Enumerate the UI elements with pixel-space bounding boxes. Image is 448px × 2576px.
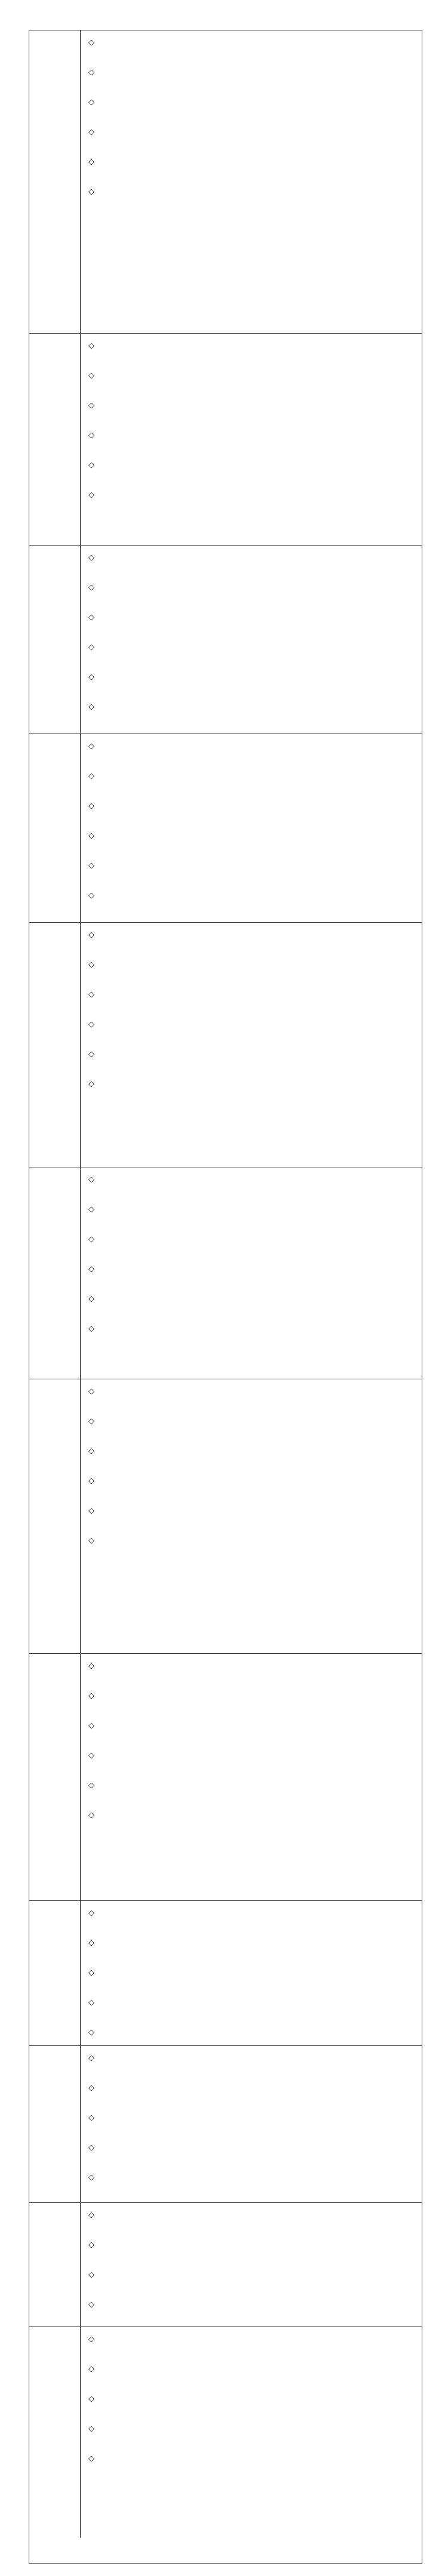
row-items	[81, 1167, 422, 1379]
list-item	[88, 1937, 416, 1963]
diamond-bullet-icon: ◇	[88, 1080, 94, 1089]
table-row	[29, 923, 422, 1167]
table-row	[29, 1379, 422, 1654]
table-row	[29, 2203, 422, 2327]
diamond-bullet-icon: ◇	[88, 1811, 94, 1820]
list-item	[88, 889, 416, 916]
list-item	[88, 1203, 416, 1230]
row-category	[29, 923, 81, 1167]
diamond-bullet-icon: ◇	[88, 1050, 94, 1059]
diamond-bullet-icon: ◇	[88, 930, 94, 939]
diamond-bullet-icon: ◇	[88, 802, 94, 811]
strategy-table	[29, 30, 422, 2564]
diamond-bullet-icon: ◇	[88, 2454, 94, 2463]
diamond-bullet-icon: ◇	[88, 1477, 94, 1486]
list-item	[88, 611, 416, 637]
table-row	[29, 734, 422, 923]
diamond-bullet-icon: ◇	[88, 2424, 94, 2433]
diamond-bullet-icon: ◇	[88, 2143, 94, 2152]
diamond-bullet-icon: ◇	[88, 2028, 94, 2037]
diamond-bullet-icon: ◇	[88, 960, 94, 969]
list-item	[88, 96, 416, 122]
list-item	[88, 2393, 416, 2419]
diamond-bullet-icon: ◇	[88, 891, 94, 900]
diamond-bullet-icon: ◇	[88, 1968, 94, 1977]
diamond-bullet-icon: ◇	[88, 371, 94, 380]
document-page	[29, 0, 422, 2576]
list-item	[88, 1996, 416, 2023]
box-title	[29, 0, 422, 27]
diamond-bullet-icon: ◇	[88, 1205, 94, 1214]
row-category	[29, 1901, 81, 2045]
diamond-bullet-icon: ◇	[88, 990, 94, 999]
list-item	[88, 1779, 416, 1805]
diamond-bullet-icon: ◇	[88, 613, 94, 622]
diamond-bullet-icon: ◇	[88, 2241, 94, 2250]
row-items	[81, 2046, 422, 2202]
list-item	[88, 2423, 416, 2449]
diamond-bullet-icon: ◇	[88, 2084, 94, 2093]
list-item	[88, 2112, 416, 2138]
list-item	[88, 1534, 416, 1561]
row-items	[81, 1901, 422, 2045]
table-row	[29, 30, 422, 334]
list-item	[88, 186, 416, 212]
list-item	[88, 1415, 416, 1441]
list-item	[88, 1749, 416, 1776]
list-item	[88, 489, 416, 515]
diamond-bullet-icon: ◇	[88, 1939, 94, 1948]
diamond-bullet-icon: ◇	[88, 702, 94, 711]
row-category	[29, 546, 81, 734]
row-items	[81, 2327, 422, 2538]
diamond-bullet-icon: ◇	[88, 673, 94, 682]
row-items	[81, 1654, 422, 1900]
list-item	[88, 671, 416, 697]
list-item	[88, 1690, 416, 1716]
list-item	[88, 959, 416, 985]
table-row	[29, 2327, 422, 2538]
row-category	[29, 1167, 81, 1379]
list-item	[88, 830, 416, 856]
list-item	[88, 1660, 416, 1686]
list-item	[88, 1293, 416, 1319]
diamond-bullet-icon: ◇	[88, 158, 94, 167]
diamond-bullet-icon: ◇	[88, 1387, 94, 1396]
row-category	[29, 734, 81, 922]
list-item	[88, 126, 416, 152]
list-item	[88, 1078, 416, 1104]
diamond-bullet-icon: ◇	[88, 2300, 94, 2309]
diamond-bullet-icon: ◇	[88, 1265, 94, 1274]
row-category	[29, 334, 81, 545]
list-item	[88, 641, 416, 667]
list-item	[88, 2052, 416, 2078]
diamond-bullet-icon: ◇	[88, 1536, 94, 1545]
list-item	[88, 2082, 416, 2108]
row-items	[81, 734, 422, 922]
list-item	[88, 800, 416, 826]
row-items	[81, 334, 422, 545]
diamond-bullet-icon: ◇	[88, 2270, 94, 2279]
table-row	[29, 1654, 422, 1901]
list-item	[88, 1967, 416, 1993]
list-item	[88, 2298, 416, 2325]
diamond-bullet-icon: ◇	[88, 491, 94, 500]
diamond-bullet-icon: ◇	[88, 2054, 94, 2063]
list-item	[88, 429, 416, 455]
row-items	[81, 546, 422, 734]
diamond-bullet-icon: ◇	[88, 1751, 94, 1760]
table-row	[29, 334, 422, 546]
diamond-bullet-icon: ◇	[88, 1175, 94, 1184]
list-item	[88, 1233, 416, 1259]
list-item	[88, 1263, 416, 1289]
list-item	[88, 1907, 416, 1933]
diamond-bullet-icon: ◇	[88, 643, 94, 652]
diamond-bullet-icon: ◇	[88, 1020, 94, 1029]
table-row	[29, 546, 422, 734]
diamond-bullet-icon: ◇	[88, 68, 94, 77]
diamond-bullet-icon: ◇	[88, 38, 94, 47]
diamond-bullet-icon: ◇	[88, 1998, 94, 2007]
list-item	[88, 2269, 416, 2295]
list-item	[88, 340, 416, 366]
diamond-bullet-icon: ◇	[88, 1662, 94, 1671]
list-item	[88, 1720, 416, 1746]
row-category	[29, 30, 81, 333]
list-item	[88, 2026, 416, 2045]
list-item	[88, 2141, 416, 2168]
diamond-bullet-icon: ◇	[88, 2173, 94, 2182]
list-item	[88, 2363, 416, 2389]
table-row	[29, 1167, 422, 1379]
diamond-bullet-icon: ◇	[88, 831, 94, 840]
list-item	[88, 1809, 416, 1835]
list-item	[88, 2239, 416, 2265]
list-item	[88, 399, 416, 426]
diamond-bullet-icon: ◇	[88, 1235, 94, 1244]
row-items	[81, 1379, 422, 1653]
list-item	[88, 2209, 416, 2235]
list-item	[88, 1173, 416, 1200]
list-item	[88, 156, 416, 182]
list-item	[88, 66, 416, 93]
list-item	[88, 2333, 416, 2359]
diamond-bullet-icon: ◇	[88, 2113, 94, 2122]
list-item	[88, 740, 416, 766]
table-row	[29, 2046, 422, 2203]
diamond-bullet-icon: ◇	[88, 341, 94, 350]
list-item	[88, 701, 416, 727]
list-item	[88, 1018, 416, 1044]
list-item	[88, 459, 416, 485]
list-item	[88, 770, 416, 796]
row-items	[81, 923, 422, 1167]
row-category	[29, 2327, 81, 2538]
diamond-bullet-icon: ◇	[88, 861, 94, 870]
list-item	[88, 2171, 416, 2198]
row-category	[29, 1654, 81, 1900]
diamond-bullet-icon: ◇	[88, 1447, 94, 1456]
diamond-bullet-icon: ◇	[88, 583, 94, 592]
diamond-bullet-icon: ◇	[88, 128, 94, 137]
row-category	[29, 2203, 81, 2327]
diamond-bullet-icon: ◇	[88, 98, 94, 107]
diamond-bullet-icon: ◇	[88, 1721, 94, 1730]
list-item	[88, 1048, 416, 1074]
row-category	[29, 2046, 81, 2202]
diamond-bullet-icon: ◇	[88, 2335, 94, 2344]
list-item	[88, 1445, 416, 1471]
row-items	[81, 2203, 422, 2327]
list-item	[88, 1475, 416, 1501]
diamond-bullet-icon: ◇	[88, 553, 94, 562]
row-category	[29, 1379, 81, 1653]
table-row	[29, 1901, 422, 2046]
diamond-bullet-icon: ◇	[88, 2395, 94, 2404]
list-item	[88, 1323, 416, 1349]
diamond-bullet-icon: ◇	[88, 1781, 94, 1790]
list-item	[88, 929, 416, 955]
list-item	[88, 859, 416, 886]
diamond-bullet-icon: ◇	[88, 742, 94, 751]
diamond-bullet-icon: ◇	[88, 187, 94, 196]
diamond-bullet-icon: ◇	[88, 1506, 94, 1515]
list-item	[88, 988, 416, 1015]
list-item	[88, 36, 416, 63]
diamond-bullet-icon: ◇	[88, 1417, 94, 1426]
diamond-bullet-icon: ◇	[88, 461, 94, 470]
list-item	[88, 551, 416, 578]
diamond-bullet-icon: ◇	[88, 1691, 94, 1700]
diamond-bullet-icon: ◇	[88, 1909, 94, 1918]
diamond-bullet-icon: ◇	[88, 1324, 94, 1333]
diamond-bullet-icon: ◇	[88, 772, 94, 781]
list-item	[88, 2452, 416, 2479]
diamond-bullet-icon: ◇	[88, 2365, 94, 2374]
diamond-bullet-icon: ◇	[88, 401, 94, 410]
list-item	[88, 581, 416, 608]
diamond-bullet-icon: ◇	[88, 431, 94, 440]
list-item	[88, 1505, 416, 1531]
diamond-bullet-icon: ◇	[88, 2211, 94, 2220]
list-item	[88, 369, 416, 396]
row-items	[81, 30, 422, 333]
diamond-bullet-icon: ◇	[88, 1295, 94, 1304]
list-item	[88, 1385, 416, 1412]
